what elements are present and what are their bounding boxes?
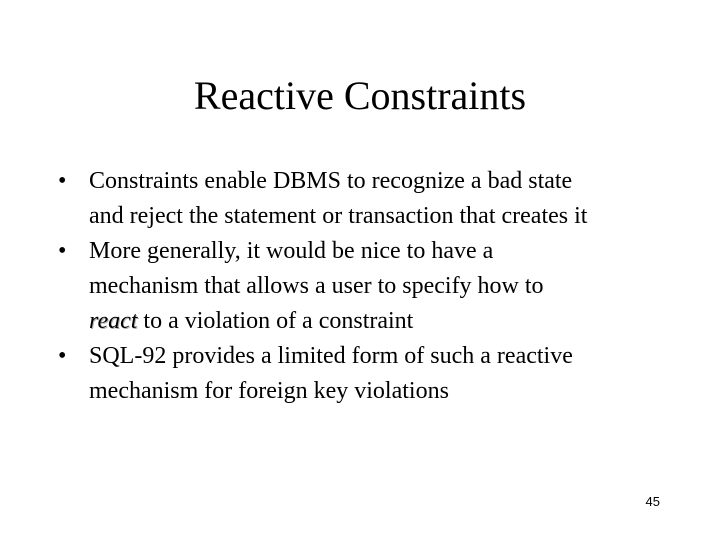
slide-title: Reactive Constraints (193, 73, 527, 118)
bullet-list (58, 164, 698, 409)
bullet-icon: • (58, 168, 67, 194)
bullet-text-line: Constraints enable DBMS to recognize a bad state (89, 168, 573, 194)
bullet-item (58, 164, 698, 234)
bullet-text-line: mechanism that allows a user to specify how to (89, 273, 544, 299)
bullet-icon: • (58, 238, 67, 264)
bullet-text-fragment: to a violation of a constraint (137, 308, 414, 334)
bullet-text-line: and reject the statement or transaction that creates it (89, 203, 588, 229)
page-number: 45 (645, 494, 660, 509)
bullet-item (58, 234, 698, 339)
emphasized-word: react (89, 308, 138, 334)
bullet-text-line (89, 304, 698, 339)
bullet-text-line: More generally, it would be nice to have a (89, 238, 494, 264)
bullet-item (58, 339, 698, 409)
bullet-icon: • (58, 343, 67, 369)
bullet-text-line: SQL-92 provides a limited form of such a reactive (89, 343, 573, 369)
bullet-text-line: mechanism for foreign key violations (89, 378, 449, 404)
